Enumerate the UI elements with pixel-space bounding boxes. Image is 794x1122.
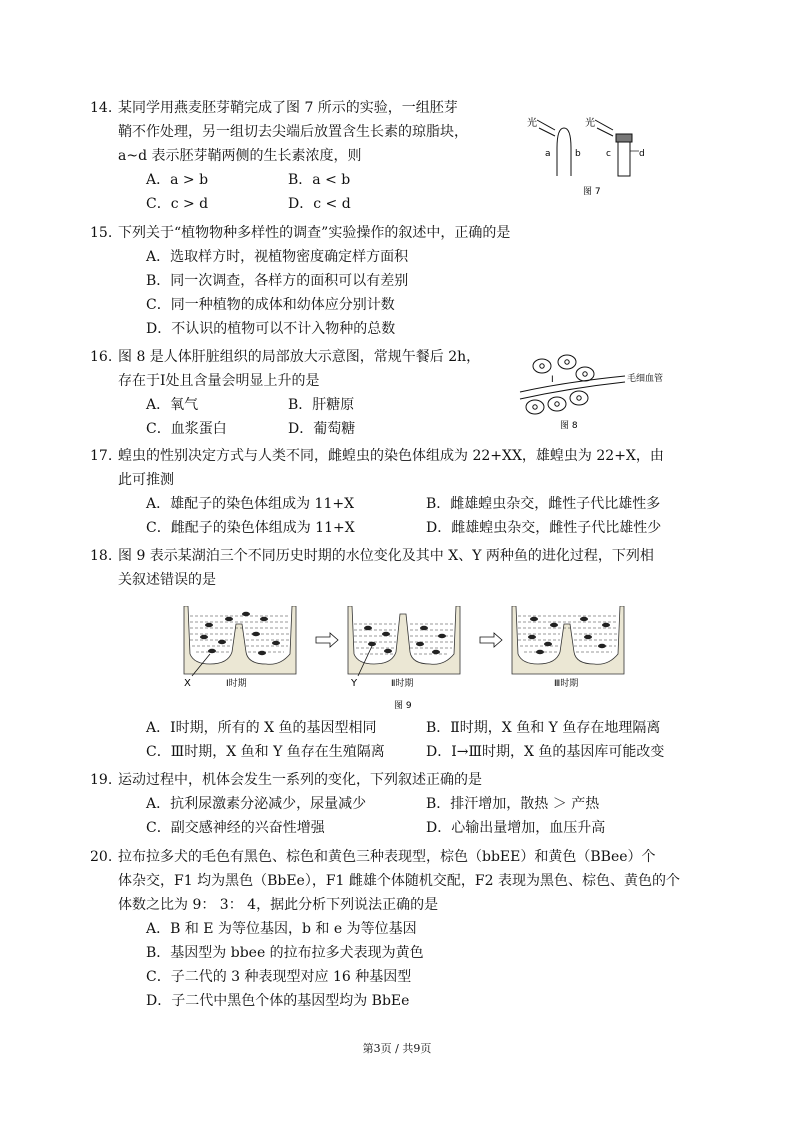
- option-d[interactable]: D．c < d: [288, 196, 351, 212]
- figure-caption: 图 7: [583, 187, 601, 196]
- option-b[interactable]: B．基因型为 bbee 的拉布拉多犬表现为黄色: [146, 945, 424, 961]
- figure-label: X: [184, 678, 191, 689]
- option-a[interactable]: A．a > b: [146, 172, 209, 188]
- figure-9: [176, 606, 646, 711]
- figure-label: Ⅰ时期: [226, 679, 247, 689]
- option-a[interactable]: A．选取样方时，视植物密度确定样方面积: [146, 249, 409, 265]
- question-text: 图 8 是人体肝脏组织的局部放大示意图，常规午餐后 2h，: [118, 349, 481, 365]
- option-b[interactable]: B．肝糖原: [288, 397, 355, 413]
- question-number: 14.: [90, 100, 113, 116]
- question-number: 18.: [90, 548, 113, 564]
- question-19: [90, 768, 688, 840]
- question-text: 关叙述错误的是: [118, 572, 216, 588]
- option-d[interactable]: D．Ⅰ→Ⅲ时期，X 鱼的基因库可能改变: [426, 744, 665, 760]
- question-text: 蝗虫的性别决定方式与人类不同，雌蝗虫的染色体组成为 22+XX，雄蝗虫为 22+X，由: [118, 448, 664, 464]
- question-18-options: [118, 716, 688, 764]
- option-c[interactable]: C．同一种植物的成体和幼体应分别计数: [146, 297, 395, 313]
- figure-label: Ⅱ时期: [391, 679, 414, 689]
- option-b[interactable]: B．a < b: [288, 172, 351, 188]
- figure-label: 光: [527, 118, 537, 129]
- option-a[interactable]: A．B 和 E 为等位基因，b 和 e 为等位基因: [146, 921, 417, 937]
- option-a[interactable]: A．氧气: [146, 397, 199, 413]
- question-text: 此可推测: [118, 472, 174, 488]
- question-text: 存在于Ⅰ处且含量会明显上升的是: [118, 373, 320, 389]
- figure-8: [515, 352, 700, 432]
- option-c[interactable]: C．Ⅲ时期，X 鱼和 Y 鱼存在生殖隔离: [146, 744, 385, 760]
- figure-label: a: [545, 149, 551, 159]
- question-17: [90, 444, 688, 540]
- option-c[interactable]: C．副交感神经的兴奋性增强: [146, 820, 325, 836]
- figure-label: Y: [351, 678, 358, 689]
- figure-label: c: [606, 149, 611, 159]
- question-text: 拉布拉多犬的毛色有黑色、棕色和黄色三种表现型，棕色（bbEE）和黄色（BBee）个: [118, 849, 656, 865]
- question-text: 体杂交，F1 均为黑色（BbEe），F1 雌雄个体随机交配，F2 表现为黑色、棕色、黄色的个: [118, 873, 680, 889]
- option-c[interactable]: C．雌配子的染色体组成为 11+X: [146, 520, 355, 536]
- question-text: 下列关于“植物物种多样性的调查”实验操作的叙述中，正确的是: [118, 225, 511, 241]
- figure-label: 光: [585, 118, 595, 129]
- option-b[interactable]: B．Ⅱ时期，X 鱼和 Y 鱼存在地理隔离: [426, 720, 661, 736]
- option-c[interactable]: C．血浆蛋白: [146, 421, 227, 437]
- option-a[interactable]: A．抗利尿激素分泌减少，尿量减少: [146, 796, 367, 812]
- question-text: 某同学用燕麦胚芽鞘完成了图 7 所示的实验，一组胚芽: [118, 100, 458, 116]
- option-a[interactable]: A．雄配子的染色体组成为 11+X: [146, 496, 355, 512]
- option-b[interactable]: B．雌雄蝗虫杂交，雌性子代比雄性多: [426, 496, 661, 512]
- option-a[interactable]: A．Ⅰ时期，所有的 X 鱼的基因型相同: [146, 720, 377, 736]
- figure-caption: 图 8: [560, 421, 578, 431]
- question-number: 20.: [90, 849, 113, 865]
- figure-label: Ⅲ时期: [554, 679, 579, 689]
- question-text: 运动过程中，机体会发生一系列的变化，下列叙述正确的是: [118, 772, 482, 788]
- option-d[interactable]: D．雌雄蝗虫杂交，雌性子代比雄性少: [426, 520, 662, 536]
- figure-label: b: [575, 149, 581, 159]
- option-d[interactable]: D．子二代中黑色个体的基因型均为 BbEe: [146, 993, 410, 1009]
- option-d[interactable]: D．葡萄糖: [288, 421, 356, 437]
- option-d[interactable]: D．心输出量增加，血压升高: [426, 820, 606, 836]
- question-text: 图 9 表示某湖泊三个不同历史时期的水位变化及其中 X、Y 两种鱼的进化过程，下列相: [118, 548, 654, 564]
- option-c[interactable]: C．c > d: [146, 196, 209, 212]
- option-b[interactable]: B．排汗增加，散热 ＞ 产热: [426, 796, 600, 812]
- figure-label: Ⅰ: [551, 375, 554, 385]
- question-text: a~d 表示胚芽鞘两侧的生长素浓度，则: [118, 148, 362, 164]
- figure-7: [515, 106, 665, 196]
- question-number: 15.: [90, 225, 113, 241]
- question-number: 19.: [90, 772, 113, 788]
- figure-caption: 图 9: [394, 701, 412, 711]
- option-b[interactable]: B．同一次调查，各样方的面积可以有差别: [146, 273, 409, 289]
- figure-label: d: [639, 149, 645, 159]
- figure-label: 毛细血管: [627, 374, 664, 384]
- question-20: [90, 845, 688, 1013]
- question-18: [90, 544, 688, 592]
- page-footer: 第3页 / 共9页: [362, 1042, 432, 1055]
- option-d[interactable]: D．不认识的植物可以不计入物种的总数: [146, 321, 396, 337]
- question-text: 体数之比为 9： 3： 4，据此分析下列说法正确的是: [118, 897, 439, 913]
- question-number: 17.: [90, 448, 113, 464]
- question-number: 16.: [90, 349, 113, 365]
- option-c[interactable]: C．子二代的 3 种表现型对应 16 种基因型: [146, 969, 412, 985]
- question-text: 鞘不作处理，另一组切去尖端后放置含生长素的琼脂块，: [118, 124, 468, 140]
- question-15: [90, 221, 688, 341]
